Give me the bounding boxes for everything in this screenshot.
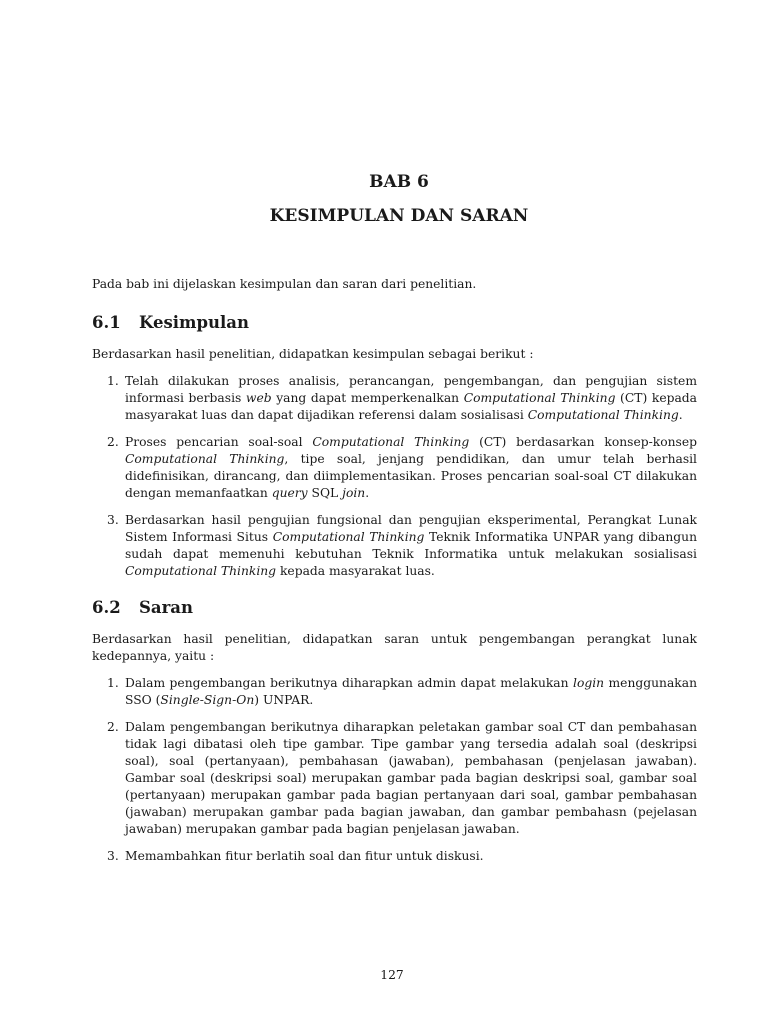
chapter-number: BAB 6	[369, 172, 429, 192]
emphasis-text: Computational Thinking	[272, 530, 425, 544]
section-lead: Berdasarkan hasil penelitian, didapatkan kesimpulan sebagai berikut :	[92, 347, 534, 361]
section-title: Kesimpulan	[139, 313, 249, 332]
list-item-number: 2.	[107, 435, 119, 449]
list-item-text: Proses pencarian soal-soal	[125, 435, 313, 449]
emphasis-text: web	[245, 391, 272, 405]
emphasis-text: join	[342, 486, 366, 500]
emphasis-text: login	[573, 676, 605, 690]
list-item-text: ) UNPAR.	[254, 693, 314, 707]
emphasis-text: query	[271, 486, 308, 500]
list-item-text: (CT) kepada masyarakat luas dan dapat dijadikan referensi dalam sosialisasi	[125, 391, 697, 422]
emphasis-text: Computational Thinking	[463, 391, 616, 405]
section-heading-saran	[92, 598, 193, 617]
chapter-title: KESIMPULAN DAN SARAN	[269, 206, 529, 226]
list-item-text: Teknik Informatika UNPAR yang dibangun sudah dapat memenuhi kebutuhan Teknik Informatika untuk melakukan sosialisasi	[125, 530, 697, 561]
list-item-text: .	[678, 408, 683, 422]
list-item-text: kepada masyarakat luas.	[276, 564, 435, 578]
emphasis-text: Computational Thinking	[312, 435, 470, 449]
list-item-text: Dalam pengembangan berikutnya diharapkan peletakan gambar soal CT dan pembahasan tidak lagi dibatasi oleh tipe gambar. Tipe gambar yang tersedia adalah soal (deskripsi soal), soal (pertanyaan), pembahasan (jawaban), pembahasan (penjelasan jawaban). Gambar soal (deskripsi soal) merupakan gambar pada bagian deskripsi soal, gambar soal (pertanyaan) merupakan gambar pada bagian pertanyaan dari soal, gambar pembahasan (jawaban) merupakan gambar pada bagian jawaban, dan gambar pembahasn (pejelasan jawaban) merupakan gambar pada bagian penjelasan jawaban.	[125, 720, 697, 836]
emphasis-text: Computational Thinking	[527, 408, 679, 422]
emphasis-text: Single-Sign-On	[160, 693, 255, 707]
list-item-text: Memambahkan fitur berlatih soal dan fitur untuk diskusi.	[125, 849, 484, 863]
list-item-text: (CT) berdasarkan konsep-konsep	[469, 435, 698, 449]
list-item-text: yang dapat memperkenalkan	[271, 391, 464, 405]
list-item	[92, 848, 697, 865]
section-lead: Berdasarkan hasil penelitian, didapatkan saran untuk pengembangan perangkat lunak kedepannya, yaitu :	[92, 632, 697, 663]
list-item	[92, 434, 697, 502]
section-body-saran	[92, 631, 697, 875]
list-item-text: Telah dilakukan proses analisis, perancangan, pengembangan, dan pengujian sistem informasi berbasis	[125, 374, 697, 405]
list-item-number: 3.	[107, 513, 119, 527]
list-item-number: 3.	[107, 849, 119, 863]
section-body-kesimpulan	[92, 346, 697, 590]
list-item	[92, 719, 697, 838]
conclusion-list	[92, 373, 697, 580]
suggestion-list	[92, 675, 697, 865]
chapter-intro: Pada bab ini dijelaskan kesimpulan dan saran dari penelitian.	[92, 277, 477, 291]
section-number: 6.2	[92, 598, 121, 617]
list-item-number: 2.	[107, 720, 119, 734]
list-item	[92, 373, 697, 424]
list-item-text: .	[365, 486, 370, 500]
section-number: 6.1	[92, 313, 121, 332]
list-item-number: 1.	[107, 374, 119, 388]
emphasis-text: Computational Thinking	[125, 564, 277, 578]
list-item	[92, 675, 697, 709]
list-item-text: menggunakan SSO (	[125, 676, 697, 707]
section-heading-kesimpulan	[92, 313, 249, 332]
list-item-number: 1.	[107, 676, 119, 690]
page-number: 127	[380, 968, 404, 982]
section-title: Saran	[139, 598, 193, 617]
list-item-text: Dalam pengembangan berikutnya diharapkan admin dapat melakukan	[125, 676, 574, 690]
list-item	[92, 512, 697, 580]
list-item-text: SQL	[307, 486, 343, 500]
list-item-text: Berdasarkan hasil pengujian fungsional dan pengujian eksperimental, Perangkat Lunak Sistem Informasi Situs	[125, 513, 697, 544]
emphasis-text: Computational Thinking	[125, 452, 285, 466]
list-item-text: , tipe soal, jenjang pendidikan, dan umur telah berhasil didefinisikan, dirancang, dan diimplementasikan. Proses pencarian soal-soal CT dilakukan dengan memanfaatkan	[125, 452, 697, 500]
